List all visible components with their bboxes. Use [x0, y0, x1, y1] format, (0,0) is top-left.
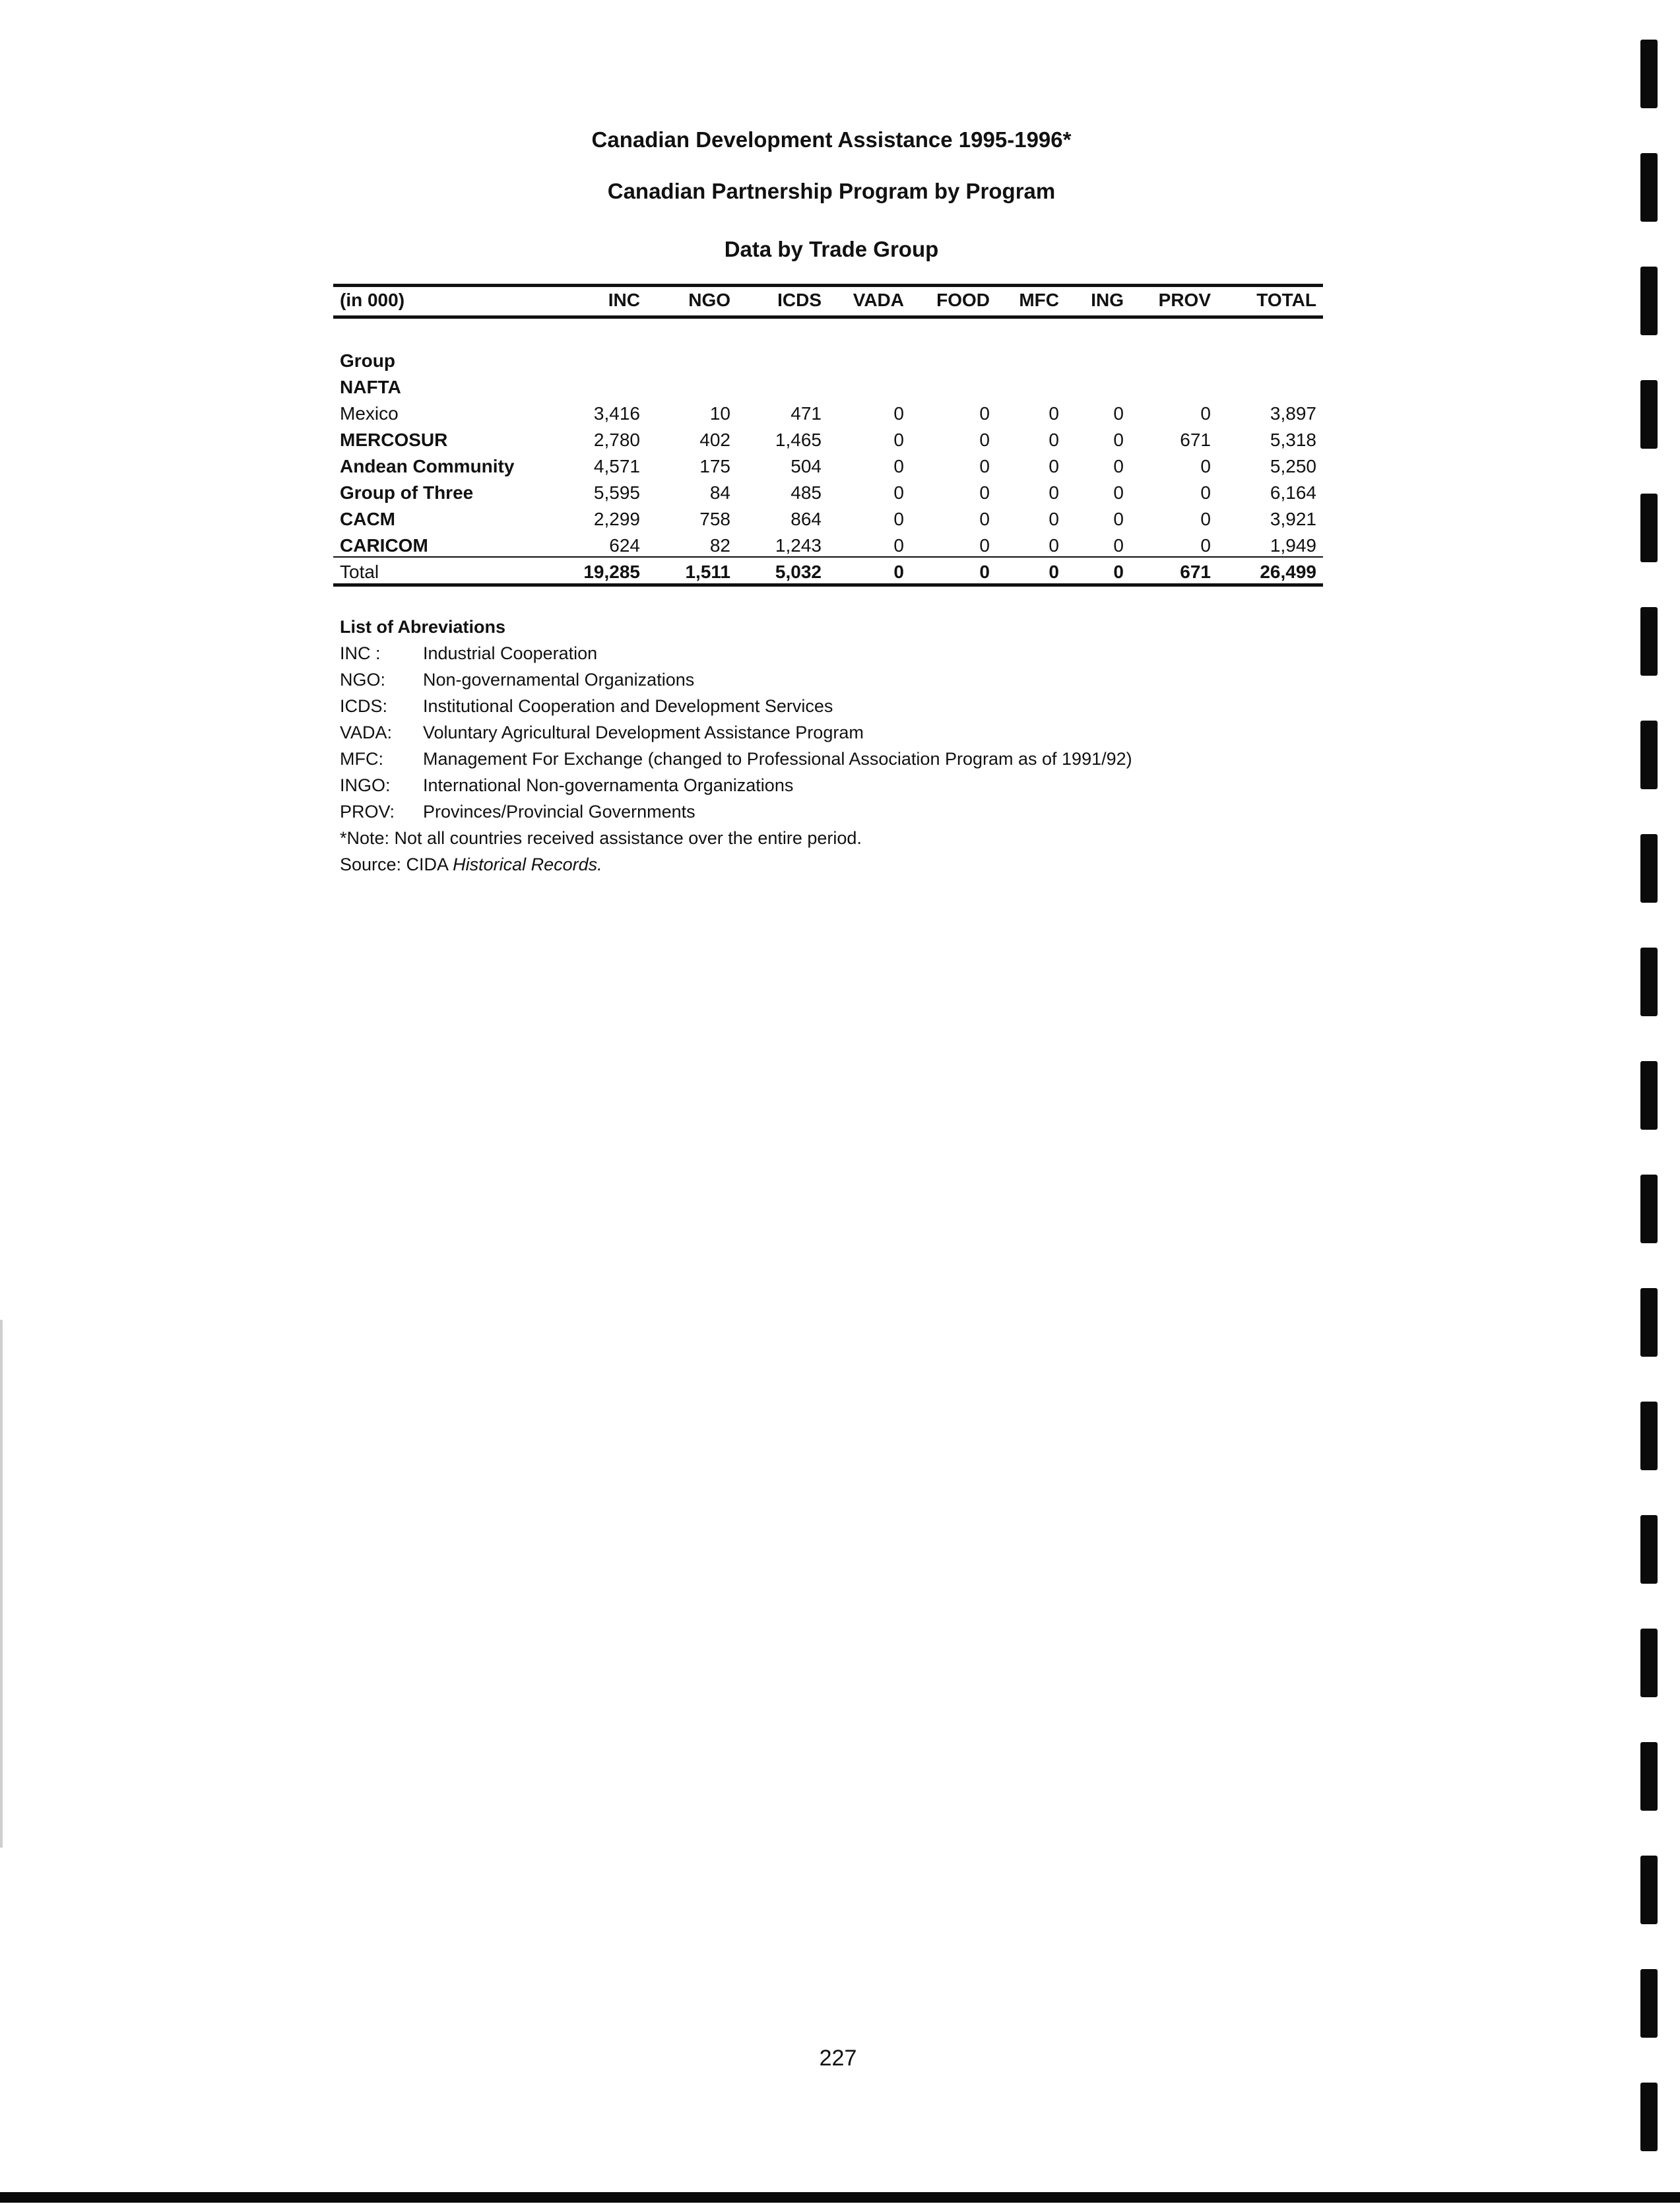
- abbreviation-item: [340, 798, 1264, 825]
- binder-marks: [1640, 40, 1663, 2204]
- unit-label: (in 000): [340, 290, 405, 310]
- row-label: Group of Three: [340, 482, 474, 503]
- binder-mark: [1640, 1969, 1658, 2038]
- table-cell: 0: [979, 535, 990, 556]
- binder-mark: [1640, 267, 1658, 335]
- table-cell: 0: [893, 456, 904, 476]
- page-number: 227: [819, 2046, 857, 2071]
- abbreviation-item: [340, 693, 1264, 719]
- abbreviation-description: Voluntary Agricultural Development Assistance Program: [423, 723, 864, 742]
- total-cell: 1,511: [685, 562, 730, 582]
- table-cell: 0: [1113, 430, 1124, 450]
- table-cell: 0: [979, 482, 990, 503]
- abbreviation-item: [340, 719, 1264, 746]
- table-cell: 1,949: [1270, 535, 1316, 556]
- binder-mark: [1640, 1515, 1658, 1584]
- abbreviation-code: MFC:: [340, 749, 383, 769]
- table-cell: 3,897: [1270, 403, 1316, 424]
- table-cell: 3,416: [593, 403, 640, 424]
- table-cell: 0: [1049, 509, 1059, 529]
- scan-left-edge: [0, 1320, 3, 1848]
- table-cell: 2,780: [593, 430, 640, 450]
- table-cell: 0: [1113, 509, 1124, 529]
- table-cell: 5,595: [593, 482, 640, 503]
- table-cell: 84: [709, 482, 730, 503]
- table-cell: 5,318: [1270, 430, 1316, 450]
- scan-bottom-edge: [0, 2192, 1680, 2203]
- table-cell: 671: [1180, 430, 1211, 450]
- total-cell: 26,499: [1260, 562, 1316, 582]
- binder-mark: [1640, 153, 1658, 222]
- table-cell: 0: [893, 509, 904, 529]
- column-header-mfc: MFC: [1019, 290, 1059, 310]
- table-cell: 0: [979, 430, 990, 450]
- row-label: Mexico: [340, 403, 399, 424]
- column-header-icds: ICDS: [777, 290, 822, 310]
- source-title: Historical Records.: [453, 855, 602, 874]
- footnote: *Note: Not all countries received assistance over the entire period.: [340, 828, 862, 848]
- table-cell: 0: [979, 509, 990, 529]
- table-cell: 624: [609, 535, 640, 556]
- table-cell: 864: [791, 509, 822, 529]
- abbreviation-code: INC :: [340, 643, 381, 663]
- abbreviation-item: [340, 772, 1264, 798]
- binder-mark: [1640, 1742, 1658, 1811]
- table-cell: 758: [699, 509, 730, 529]
- abbreviation-item: [340, 666, 1264, 693]
- section-label-nafta: NAFTA: [340, 377, 401, 397]
- abbreviation-description: Provinces/Provincial Governments: [423, 802, 695, 822]
- table-cell: 10: [709, 403, 730, 424]
- table-cell: 0: [893, 403, 904, 424]
- total-cell: 19,285: [583, 562, 640, 582]
- table-cell: 0: [1200, 482, 1211, 503]
- binder-mark: [1640, 494, 1658, 562]
- table-cell: 6,164: [1270, 482, 1316, 503]
- abbreviation-description: Institutional Cooperation and Development Services: [423, 696, 833, 716]
- table-cell: 0: [1049, 535, 1059, 556]
- row-label: CACM: [340, 509, 395, 529]
- table-cell: 0: [1113, 535, 1124, 556]
- column-header-prov: PROV: [1158, 290, 1211, 310]
- abbreviation-code: ICDS:: [340, 696, 388, 716]
- binder-mark: [1640, 40, 1658, 108]
- table-cell: 0: [1049, 456, 1059, 476]
- table-cell: 1,243: [775, 535, 822, 556]
- abbreviation-description: Non-governamental Organizations: [423, 670, 695, 690]
- table-cell: 0: [1049, 403, 1059, 424]
- table-cell: 0: [1049, 430, 1059, 450]
- column-header-total: TOTAL: [1256, 290, 1316, 310]
- row-label: CARICOM: [340, 535, 428, 556]
- total-cell: 671: [1180, 562, 1211, 582]
- binder-mark: [1640, 2083, 1658, 2151]
- table-cell: 175: [699, 456, 730, 476]
- table-cell: 1,465: [775, 430, 822, 450]
- column-header-vada: VADA: [853, 290, 904, 310]
- table-cell: 504: [791, 456, 822, 476]
- binder-mark: [1640, 1856, 1658, 1924]
- binder-mark: [1640, 1402, 1658, 1470]
- abbreviation-item: [340, 640, 1264, 666]
- table-cell: 5,250: [1270, 456, 1316, 476]
- table-cell: 0: [1113, 482, 1124, 503]
- table-cell: 0: [1049, 482, 1059, 503]
- table-cell: 0: [979, 403, 990, 424]
- abbreviation-code: PROV:: [340, 802, 395, 822]
- binder-mark: [1640, 834, 1658, 903]
- table-cell: 0: [979, 456, 990, 476]
- binder-mark: [1640, 721, 1658, 789]
- total-cell: 0: [1113, 562, 1124, 582]
- table-cell: 485: [791, 482, 822, 503]
- column-header-inc: INC: [608, 290, 640, 310]
- table-cell: 0: [1200, 509, 1211, 529]
- table-cell: 0: [1113, 403, 1124, 424]
- column-header-ngo: NGO: [688, 290, 730, 310]
- binder-mark: [1640, 607, 1658, 676]
- abbreviation-description: Industrial Cooperation: [423, 643, 598, 663]
- document-titles: [515, 125, 1148, 264]
- row-label: Andean Community: [340, 456, 515, 476]
- binder-mark: [1640, 1629, 1658, 1697]
- binder-mark: [1640, 380, 1658, 449]
- abbreviations-list: [340, 614, 1264, 878]
- binder-mark: [1640, 1175, 1658, 1243]
- table-cell: 0: [1113, 456, 1124, 476]
- column-header-food: FOOD: [936, 290, 990, 310]
- total-cell: 5,032: [775, 562, 822, 582]
- table-top-rule: [333, 284, 1323, 287]
- abbreviation-item: [340, 746, 1264, 772]
- row-label: MERCOSUR: [340, 430, 448, 450]
- table-cell: 471: [791, 403, 822, 424]
- source-note: [340, 851, 602, 878]
- table-bottom-rule: [333, 583, 1323, 587]
- table-cell: 0: [1200, 535, 1211, 556]
- table-cell: 0: [893, 535, 904, 556]
- binder-mark: [1640, 1061, 1658, 1130]
- column-header-ing: ING: [1091, 290, 1124, 310]
- total-cell: 0: [893, 562, 904, 582]
- table-cell: 2,299: [593, 509, 640, 529]
- table-cell: 3,921: [1270, 509, 1316, 529]
- table-cell: 0: [893, 482, 904, 503]
- section-label-group: Group: [340, 350, 395, 371]
- table-cell: 4,571: [593, 456, 640, 476]
- document-subtitle: Canadian Partnership Program by Program: [607, 179, 1056, 203]
- table-cell: 82: [709, 535, 730, 556]
- table-cell: 0: [1200, 456, 1211, 476]
- abbreviations-heading: List of Abreviations: [340, 617, 506, 637]
- abbreviation-code: INGO:: [340, 775, 391, 795]
- document-title: Canadian Development Assistance 1995-1996*: [591, 127, 1072, 152]
- abbreviation-code: VADA:: [340, 723, 393, 742]
- abbreviation-code: NGO:: [340, 670, 386, 690]
- total-cell: 0: [979, 562, 990, 582]
- total-row-label: Total: [340, 562, 379, 582]
- document-subsubtitle: Data by Trade Group: [724, 237, 939, 261]
- table-cell: 0: [1200, 403, 1211, 424]
- table-header-rule: [333, 315, 1323, 319]
- abbreviation-description: Management For Exchange (changed to Professional Association Program as of 1991/92): [423, 749, 1132, 769]
- total-cell: 0: [1049, 562, 1059, 582]
- binder-mark: [1640, 1288, 1658, 1357]
- table-cell: 402: [699, 430, 730, 450]
- table-cell: 0: [893, 430, 904, 450]
- source-prefix: Source: CIDA: [340, 855, 453, 874]
- abbreviation-description: International Non-governamenta Organizations: [423, 775, 794, 795]
- binder-mark: [1640, 948, 1658, 1016]
